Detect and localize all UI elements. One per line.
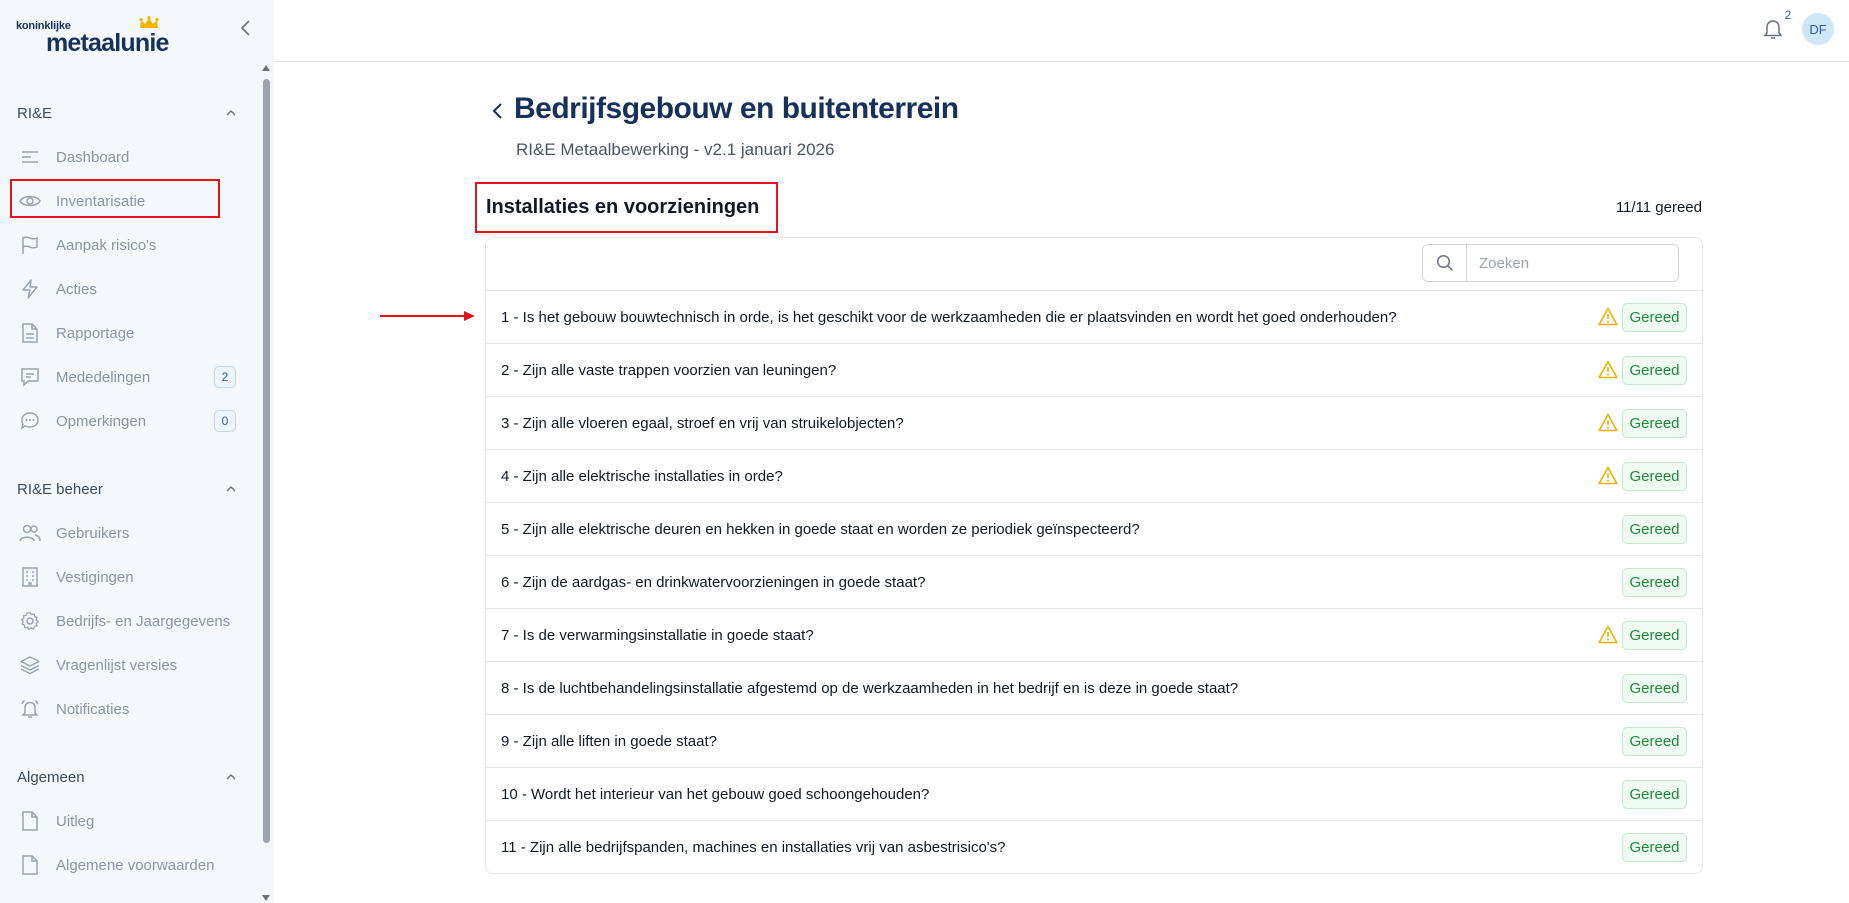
file-icon — [18, 853, 42, 877]
warning-icon — [1598, 307, 1618, 326]
question-text: 3 - Zijn alle vloeren egaal, stroef en vrij van struikelobjecten? — [501, 414, 904, 432]
logo-small-text: koninklijke — [16, 20, 71, 32]
file-icon — [18, 809, 42, 833]
status-badge: Gereed — [1622, 568, 1687, 597]
flag-icon — [18, 233, 42, 257]
status-badge: Gereed — [1622, 833, 1687, 862]
sidebar-item-label: Gebruikers — [56, 524, 130, 542]
status-badge: Gereed — [1622, 462, 1687, 491]
section-title: RI&E beheer — [17, 480, 103, 498]
question-text: 5 - Zijn alle elektrische deuren en hekken in goede staat en worden ze periodiek geïnspecteerd? — [501, 520, 1140, 538]
question-text: 4 - Zijn alle elektrische installaties in orde? — [501, 467, 783, 485]
question-row[interactable] — [486, 820, 1702, 873]
section-header-rie[interactable] — [17, 101, 237, 125]
menu-lines-icon — [18, 145, 42, 169]
sidebar-item-algemene-voorwaarden[interactable] — [10, 845, 236, 885]
search-input[interactable] — [1467, 245, 1667, 281]
sidebar-item-acties[interactable] — [10, 269, 236, 309]
sidebar-item-label: Dashboard — [56, 148, 130, 166]
comment-icon — [18, 409, 42, 433]
status-badge: Gereed — [1622, 674, 1687, 703]
status-badge: Gereed — [1622, 515, 1687, 544]
section-title: Algemeen — [17, 768, 85, 786]
sidebar-item-label: Vragenlijst versies — [56, 656, 178, 674]
sidebar-item-rapportage[interactable] — [10, 313, 236, 353]
sidebar-item-vragenlijst-versies[interactable] — [10, 645, 236, 685]
question-row[interactable] — [486, 449, 1702, 502]
scroll-thumb[interactable] — [263, 79, 270, 843]
warning-icon — [1598, 413, 1618, 432]
section-title: RI&E — [17, 104, 53, 122]
progress-count: 11/11 gereed — [1615, 199, 1702, 216]
document-icon — [18, 321, 42, 345]
sidebar-item-label: Notificaties — [56, 700, 130, 718]
warning-icon — [1598, 466, 1618, 485]
status-badge: Gereed — [1622, 409, 1687, 438]
question-row[interactable] — [486, 661, 1702, 714]
question-row[interactable] — [486, 714, 1702, 767]
sidebar-item-label: Vestigingen — [56, 568, 134, 586]
section-title: Installaties en voorzieningen — [486, 196, 760, 218]
metaalunie-logo[interactable] — [16, 14, 186, 57]
crown-icon — [138, 16, 160, 30]
sidebar-item-label: Uitleg — [56, 812, 95, 830]
status-badge: Gereed — [1622, 621, 1687, 650]
sidebar-item-opmerkingen[interactable] — [10, 401, 236, 441]
chevron-left-icon — [488, 99, 508, 123]
search-icon[interactable] — [1423, 245, 1467, 281]
top-bar — [274, 0, 1849, 62]
question-text: 1 - Is het gebouw bouwtechnisch in orde, is het geschikt voor de werkzaamheden die er plaatsvinden en wordt het goed onderhouden? — [501, 308, 1397, 326]
question-row[interactable] — [486, 555, 1702, 608]
chevron-left-icon — [236, 18, 256, 38]
chevron-up-icon — [225, 771, 237, 783]
sidebar-item-notificaties[interactable] — [10, 689, 236, 729]
sidebar-item-label: Aanpak risico's — [56, 236, 157, 254]
sidebar-item-bedrijfs-jaargegevens[interactable] — [10, 601, 236, 641]
collapse-sidebar-button[interactable] — [236, 18, 256, 38]
sidebar-item-label: Acties — [56, 280, 97, 298]
question-text: 2 - Zijn alle vaste trappen voorzien van leuningen? — [501, 361, 837, 379]
status-badge: Gereed — [1622, 356, 1687, 385]
sidebar-item-label: Rapportage — [56, 324, 135, 342]
opmerkingen-count-badge: 0 — [214, 410, 236, 432]
sidebar-item-label: Bedrijfs- en Jaargegevens — [56, 612, 231, 630]
warning-icon — [1598, 625, 1618, 644]
sidebar — [0, 0, 274, 903]
sidebar-scrollbar[interactable] — [261, 63, 271, 903]
question-text: 7 - Is de verwarmingsinstallatie in goede staat? — [501, 626, 814, 644]
sidebar-item-label: Opmerkingen — [56, 412, 147, 430]
question-row[interactable] — [486, 290, 1702, 343]
gear-icon — [18, 609, 42, 633]
question-row[interactable] — [486, 608, 1702, 661]
inventarisatie-highlight-box — [10, 179, 220, 218]
sidebar-item-vestigingen[interactable] — [10, 557, 236, 597]
sidebar-item-label: Mededelingen — [56, 368, 151, 386]
question-text: 8 - Is de luchtbehandelingsinstallatie afgestemd op de werkzaamheden in het bedrijf en is deze in goede staat? — [501, 679, 1239, 697]
question-text: 9 - Zijn alle liften in goede staat? — [501, 732, 717, 750]
question-row[interactable] — [486, 343, 1702, 396]
sidebar-item-gebruikers[interactable] — [10, 513, 236, 553]
scroll-up-arrow-icon[interactable] — [262, 65, 270, 71]
question-row[interactable] — [486, 502, 1702, 555]
users-icon — [18, 521, 42, 545]
question-text: 10 - Wordt het interieur van het gebouw goed schoongehouden? — [501, 785, 930, 803]
warning-icon — [1598, 360, 1618, 379]
sidebar-item-aanpak-risicos[interactable] — [10, 225, 236, 265]
sidebar-item-mededelingen[interactable] — [10, 357, 236, 397]
status-badge: Gereed — [1622, 303, 1687, 332]
red-arrow-annotation — [380, 309, 476, 323]
chevron-up-icon — [225, 483, 237, 495]
scroll-down-arrow-icon[interactable] — [262, 895, 270, 901]
question-text: 6 - Zijn de aardgas- en drinkwatervoorzieningen in goede staat? — [501, 573, 926, 591]
sidebar-item-label: Inventarisatie — [56, 192, 146, 210]
page-subtitle: RI&E Metaalbewerking - v2.1 januari 2026 — [516, 140, 835, 159]
chevron-up-icon — [225, 107, 237, 119]
layers-icon — [18, 653, 42, 677]
back-button[interactable] — [488, 99, 508, 123]
lightning-icon — [18, 277, 42, 301]
page-title: Bedrijfsgebouw en buitenterrein — [514, 92, 959, 125]
logo-big-text: metaalunie — [46, 29, 169, 57]
question-row[interactable] — [486, 767, 1702, 820]
mededelingen-count-badge: 2 — [214, 366, 236, 388]
question-text: 11 - Zijn alle bedrijfspanden, machines en installaties vrij van asbestrisico's? — [501, 838, 1006, 856]
sidebar-item-dashboard[interactable] — [10, 137, 236, 177]
status-badge: Gereed — [1622, 780, 1687, 809]
sidebar-item-uitleg[interactable] — [10, 801, 236, 841]
question-row[interactable] — [486, 396, 1702, 449]
bell-icon — [18, 697, 42, 721]
sidebar-item-label: Algemene voorwaarden — [56, 856, 215, 874]
search-box[interactable] — [1422, 244, 1679, 282]
message-icon — [18, 365, 42, 389]
section-header-rie-beheer[interactable] — [17, 477, 237, 501]
section-header-algemeen[interactable] — [17, 765, 237, 789]
user-avatar[interactable]: DF — [1802, 13, 1834, 45]
notification-count-badge: 2 — [1779, 6, 1797, 24]
building-icon — [18, 565, 42, 589]
status-badge: Gereed — [1622, 727, 1687, 756]
